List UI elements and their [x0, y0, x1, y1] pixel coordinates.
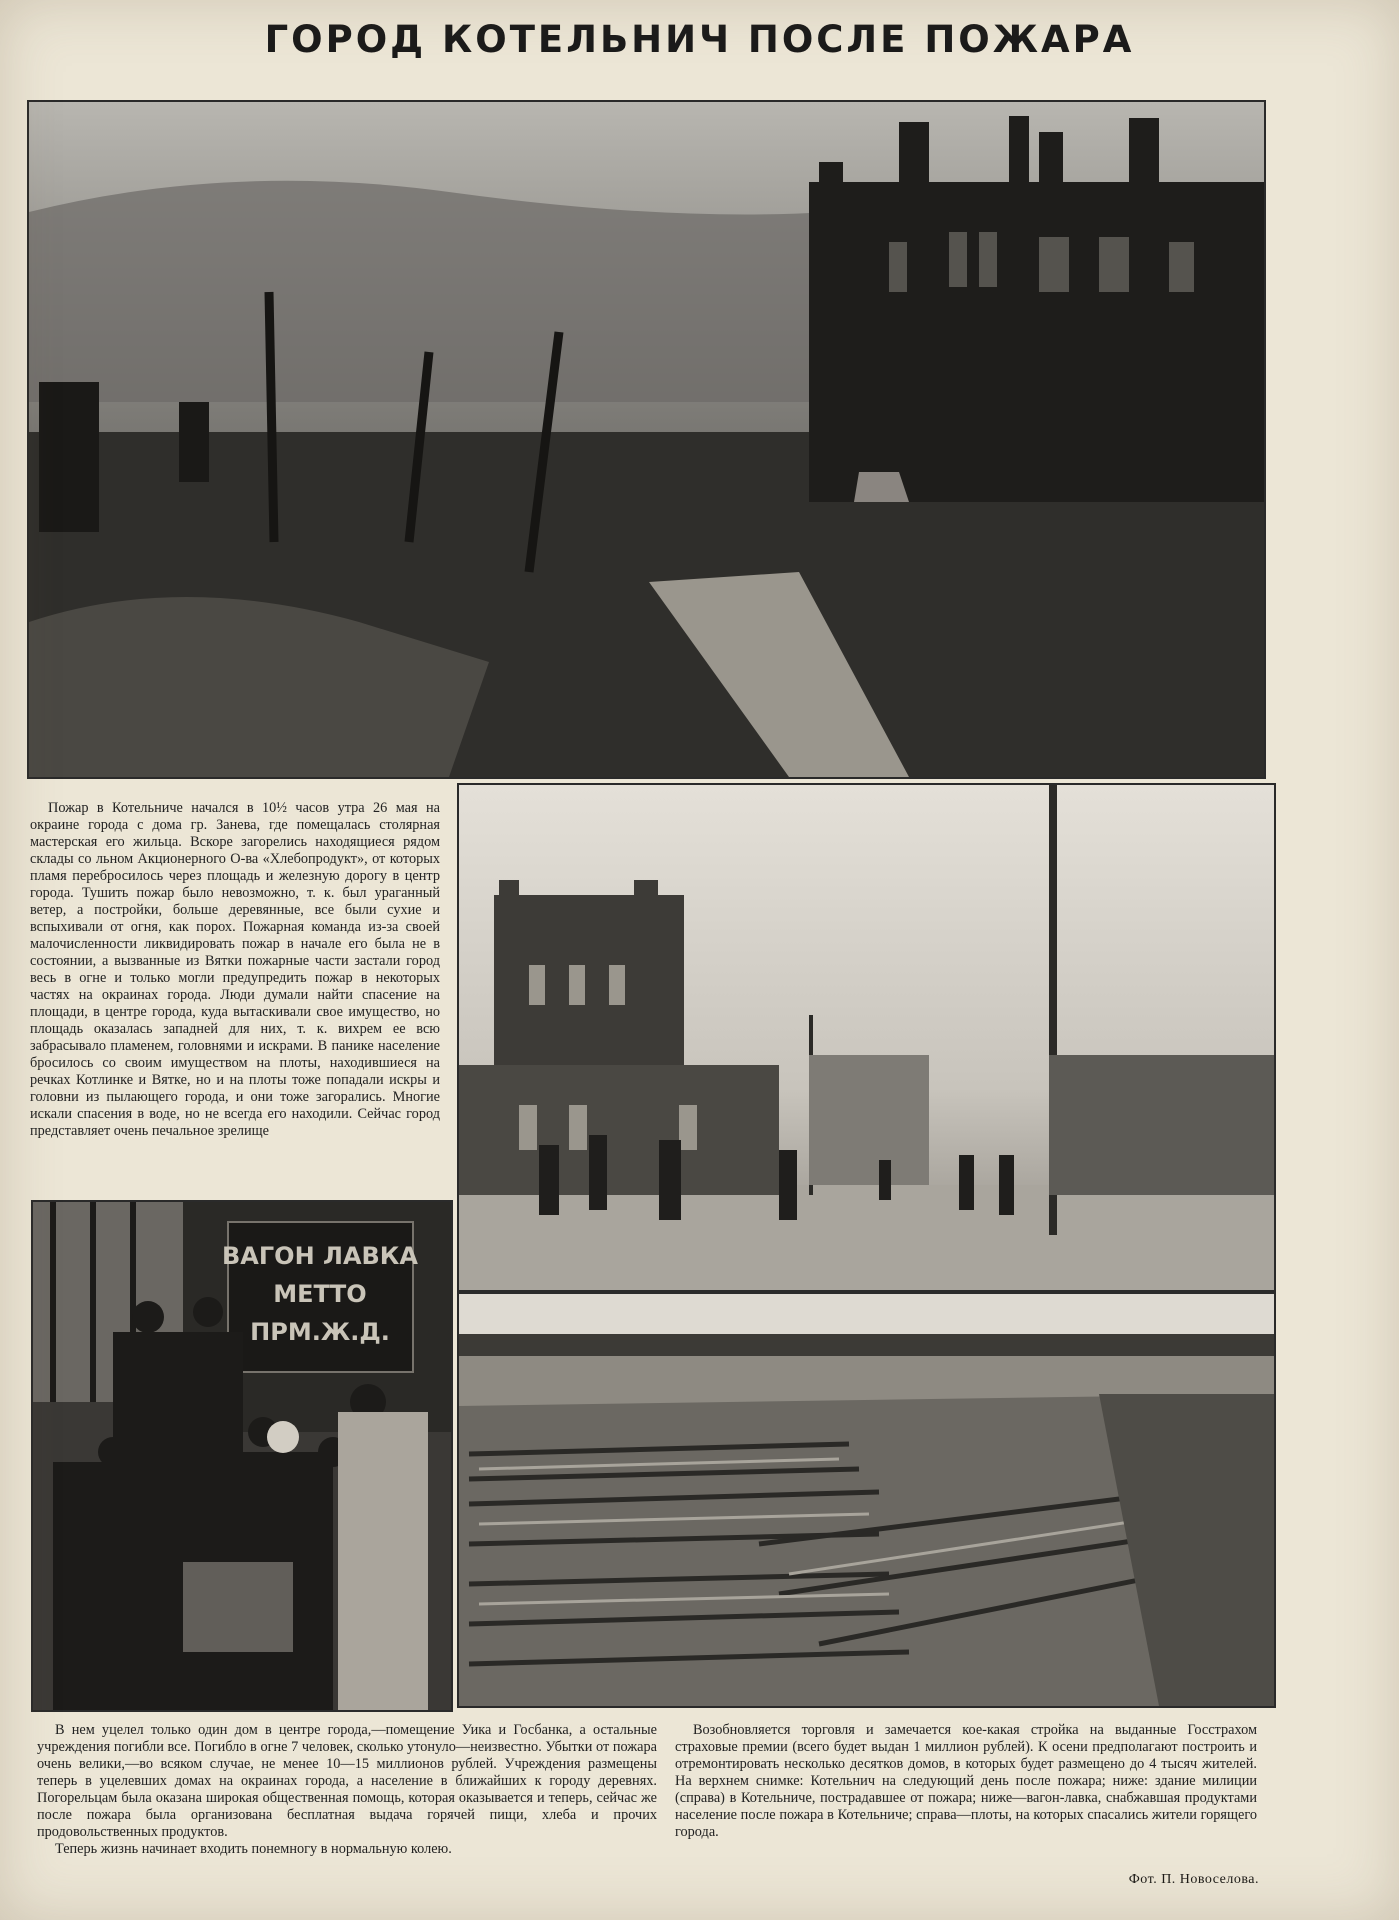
article-bottom-right [675, 1722, 1257, 1841]
bottom-left-paragraph-1: В нем уцелел только один дом в центре города,—помещение Уика и Госбанка, а остальные учреждения погибли все. Погибло в огне 7 человек, сколько утонуло—неизвестно. Убытки от пожара очень велики,—во всяком случае, не менее 10—15 миллионов рублей. Учреждения размещены теперь в уцелевших домах на окраинах города, а население в ближайших к городу деревнях. Погорельцам была оказана широкая общественная помощь, которая оказывается и теперь, сейчас же после пожара была организована бесплатная выдача горячей пищи, хлеба и прочих продовольственных продуктов. [37, 1722, 657, 1840]
bottom-left-paragraph-2: Теперь жизнь начинает входить понемногу в нормальную колею. [55, 1841, 452, 1857]
intro-paragraph: Пожар в Котельниче начался в 10½ часов утра 26 мая на окраине города с дома гр. Занева, где помещалась столярная мастерская его жильца. Вскоре загорелись находящиеся рядом склады со льном Акционерного О-ва «Хлебопродукт», от которых пламя перебросилось через площадь и железную дорогу в центр города. Тушить пожар было невозможно, т. к. был ураганный ветер, а постройки, больше деревянные, все были сухие и вспыхивали от огня, как порох. Пожарная команда из-за своей малочисленности ликвидировать пожар в начале его была не в состоянии, а вызванные из Вятки пожарные части застали город весь в огне и только могли предупредить пожар в некоторых частях на окраинах города. Люди думали найти спасение на площади, в центре города, куда вытаскивали свое имущество, но площадь оказалась западней для них, т. к. вихрем ее всю забрасывало пламенем, головнями и искрами. В панике население бросилось со своим имуществом на плоты, находившиеся на речках Котлинке и Вятке, но и на плоты тоже попадали искры и головни из пылающего города, и они тоже загорались. Многие искали спасения в воде, но не всегда его находили. Сейчас город представляет очень печальное зрелище [30, 800, 440, 1139]
article-bottom-left [37, 1722, 657, 1858]
photo-credit: Фот. П. Новоселова. [1128, 1872, 1259, 1887]
wagon-sign-line-2: МЕТТО [273, 1280, 367, 1308]
wagon-sign-line-3: ПРМ.Ж.Д. [250, 1318, 390, 1346]
article-intro [30, 800, 440, 1170]
photo-militia-building [457, 783, 1276, 1292]
photo-rafts [457, 1292, 1276, 1708]
photo-wagon-shop [31, 1200, 453, 1712]
photo-burned-town [27, 100, 1266, 779]
page-title: ГОРОД КОТЕЛЬНИЧ ПОСЛЕ ПОЖАРА [264, 18, 1135, 61]
bottom-right-paragraph: Возобновляется торговля и замечается кое-какая стройка на выданные Госстрахом страховые премии (всего будет выдан 1 миллион рублей). К осени предполагают построить и отремонтировать несколько десятков домов, в которых будет размещено до 4 тысяч жителей. На верхнем снимке: Котельнич на следующий день после пожара; ниже: здание милиции (справа) в Котельниче, пострадавшее от пожара; ниже—вагон-лавка, снабжавшая продуктами население после пожара в Котельниче; справа—плоты, на которых спасались жители горящего города. [675, 1722, 1257, 1840]
wagon-sign-line-1: ВАГОН ЛАВКА [222, 1242, 418, 1270]
